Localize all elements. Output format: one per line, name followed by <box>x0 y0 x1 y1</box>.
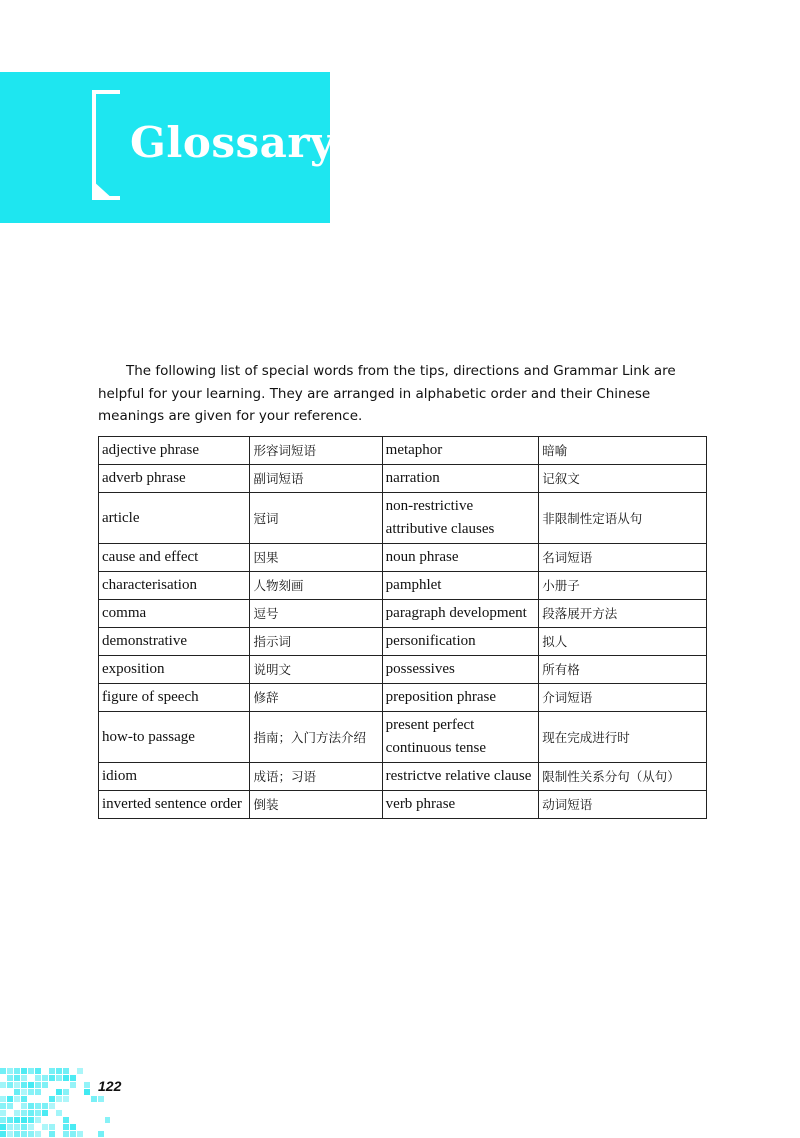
table-row <box>99 791 707 819</box>
dot-square <box>105 1117 110 1123</box>
dot-square <box>63 1089 69 1095</box>
dot-square <box>56 1068 62 1074</box>
dot-square <box>56 1096 62 1102</box>
dot-square <box>49 1124 55 1130</box>
table-row <box>99 763 707 791</box>
term-en: metaphor <box>382 437 539 465</box>
dot-square <box>63 1117 69 1123</box>
bracket-corner-decoration <box>92 180 114 200</box>
dot-square <box>28 1082 34 1088</box>
dot-square <box>49 1103 55 1109</box>
term-zh: 非限制性定语从句 <box>539 493 707 544</box>
dot-square <box>28 1089 34 1095</box>
term-zh: 修辞 <box>250 684 382 712</box>
term-zh: 形容词短语 <box>250 437 382 465</box>
dot-square <box>21 1103 27 1109</box>
dot-square <box>14 1117 20 1123</box>
dot-square <box>21 1089 27 1095</box>
page-title: Glossary <box>130 118 335 167</box>
dot-square <box>14 1096 20 1102</box>
term-zh: 限制性关系分句（从句） <box>539 763 707 791</box>
dot-square <box>0 1068 6 1074</box>
term-en: comma <box>99 600 250 628</box>
term-en: present perfect continuous tense <box>382 712 539 763</box>
dot-square <box>7 1117 13 1123</box>
term-en: possessives <box>382 656 539 684</box>
term-en: figure of speech <box>99 684 250 712</box>
dot-square <box>49 1075 55 1081</box>
term-en: adjective phrase <box>99 437 250 465</box>
dot-square <box>7 1103 13 1109</box>
term-en: paragraph development <box>382 600 539 628</box>
dot-square <box>21 1117 27 1123</box>
dot-square <box>14 1131 20 1137</box>
term-zh: 逗号 <box>250 600 382 628</box>
table-row <box>99 656 707 684</box>
dot-square <box>35 1110 41 1116</box>
dot-square <box>28 1103 34 1109</box>
term-zh: 现在完成进行时 <box>539 712 707 763</box>
dot-square <box>91 1096 97 1102</box>
term-zh: 说明文 <box>250 656 382 684</box>
dot-square <box>56 1089 62 1095</box>
table-row <box>99 493 707 544</box>
dot-square <box>21 1110 27 1116</box>
dot-square <box>98 1131 104 1137</box>
dot-square <box>0 1131 6 1137</box>
term-en: narration <box>382 465 539 493</box>
dot-square <box>49 1131 55 1137</box>
dot-square <box>84 1082 90 1088</box>
term-en: inverted sentence order <box>99 791 250 819</box>
term-zh: 动词短语 <box>539 791 707 819</box>
term-zh: 所有格 <box>539 656 707 684</box>
dot-square <box>21 1068 27 1074</box>
glossary-table <box>98 436 707 819</box>
dot-square <box>70 1124 76 1130</box>
dot-square <box>42 1075 48 1081</box>
dot-square <box>56 1110 62 1116</box>
dot-square <box>7 1075 13 1081</box>
dot-square <box>49 1096 55 1102</box>
dot-square <box>42 1082 48 1088</box>
term-zh: 因果 <box>250 544 382 572</box>
term-en: noun phrase <box>382 544 539 572</box>
dot-square <box>63 1124 69 1130</box>
dot-square <box>35 1117 41 1123</box>
dot-square <box>28 1110 34 1116</box>
dot-square <box>14 1068 20 1074</box>
table-row <box>99 437 707 465</box>
dot-square <box>35 1103 41 1109</box>
dot-square <box>56 1075 62 1081</box>
term-zh: 成语；习语 <box>250 763 382 791</box>
term-en: characterisation <box>99 572 250 600</box>
table-row <box>99 684 707 712</box>
term-en: restrictve relative clause <box>382 763 539 791</box>
dot-square <box>63 1075 69 1081</box>
dot-square <box>21 1096 27 1102</box>
dot-square <box>14 1089 20 1095</box>
term-en: article <box>99 493 250 544</box>
term-en: preposition phrase <box>382 684 539 712</box>
dot-square <box>70 1082 76 1088</box>
dot-square <box>7 1068 13 1074</box>
dot-square <box>14 1110 20 1116</box>
dot-square <box>35 1082 41 1088</box>
term-zh: 段落展开方法 <box>539 600 707 628</box>
term-zh: 人物刻画 <box>250 572 382 600</box>
dot-square <box>14 1082 20 1088</box>
dot-square <box>0 1082 6 1088</box>
term-zh: 指南；入门方法介绍 <box>250 712 382 763</box>
term-zh: 指示词 <box>250 628 382 656</box>
term-en: demonstrative <box>99 628 250 656</box>
dot-square <box>0 1103 6 1109</box>
dot-square <box>63 1096 69 1102</box>
dot-square <box>21 1131 27 1137</box>
dot-square <box>21 1082 27 1088</box>
dot-square <box>35 1089 41 1095</box>
dot-square <box>0 1110 6 1116</box>
term-en: personification <box>382 628 539 656</box>
dot-square <box>28 1124 34 1130</box>
dot-square <box>14 1075 20 1081</box>
table-row <box>99 544 707 572</box>
term-en: pamphlet <box>382 572 539 600</box>
term-zh: 副词短语 <box>250 465 382 493</box>
table-row <box>99 628 707 656</box>
term-zh: 介词短语 <box>539 684 707 712</box>
term-zh: 记叙文 <box>539 465 707 493</box>
dot-square <box>0 1117 6 1123</box>
term-zh: 拟人 <box>539 628 707 656</box>
dot-square <box>28 1068 34 1074</box>
dot-square <box>70 1131 76 1137</box>
dot-square <box>84 1089 90 1095</box>
dot-square <box>35 1131 41 1137</box>
term-zh: 暗喻 <box>539 437 707 465</box>
dot-square <box>98 1096 104 1102</box>
term-en: how-to passage <box>99 712 250 763</box>
dot-square <box>21 1124 27 1130</box>
table-row <box>99 712 707 763</box>
dot-square <box>35 1075 41 1081</box>
table-row <box>99 600 707 628</box>
dot-square <box>49 1068 55 1074</box>
term-en: non-restrictive attributive clauses <box>382 493 539 544</box>
term-en: exposition <box>99 656 250 684</box>
dot-square <box>7 1124 13 1130</box>
term-zh: 倒装 <box>250 791 382 819</box>
term-zh: 名词短语 <box>539 544 707 572</box>
dot-square <box>7 1082 13 1088</box>
dot-square <box>42 1110 48 1116</box>
term-en: idiom <box>99 763 250 791</box>
term-en: verb phrase <box>382 791 539 819</box>
term-zh: 冠词 <box>250 493 382 544</box>
page-number: 122 <box>98 1078 122 1094</box>
dot-square <box>63 1131 69 1137</box>
term-en: cause and effect <box>99 544 250 572</box>
dot-square <box>28 1117 34 1123</box>
dot-square <box>21 1075 27 1081</box>
dot-square <box>7 1131 13 1137</box>
dot-square <box>42 1103 48 1109</box>
dot-square <box>42 1124 48 1130</box>
intro-paragraph: The following list of special words from the tips, directions and Grammar Link are helpful for your learning. They are arranged in alphabetic order and their Chinese meanings are given for your reference. <box>98 363 676 424</box>
dot-square <box>70 1075 76 1081</box>
term-zh: 小册子 <box>539 572 707 600</box>
dot-square <box>63 1068 69 1074</box>
dot-square <box>77 1131 83 1137</box>
dot-square <box>7 1096 13 1102</box>
table-row <box>99 465 707 493</box>
dot-square <box>35 1068 41 1074</box>
term-en: adverb phrase <box>99 465 250 493</box>
dot-square <box>77 1068 83 1074</box>
dot-square <box>0 1096 6 1102</box>
dot-pattern-decoration <box>0 1068 110 1138</box>
dot-square <box>28 1131 34 1137</box>
dot-square <box>14 1124 20 1130</box>
table-row <box>99 572 707 600</box>
dot-square <box>0 1124 6 1130</box>
